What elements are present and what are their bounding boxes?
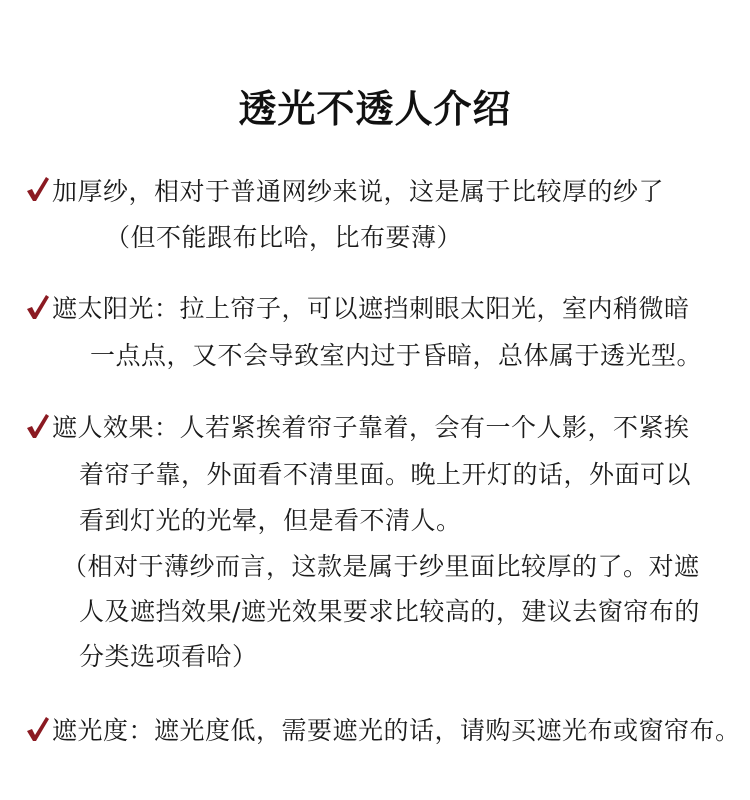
section-1-line-1: 加厚纱，相对于普通网纱来说，这是属于比较厚的纱了 xyxy=(52,177,665,206)
section-2-line-2: 一点点，又不会导致室内过于昏暗，总体属于透光型。 xyxy=(90,341,703,370)
section-3-line-6: 分类选项看哈） xyxy=(79,642,258,671)
section-3-line-1: 遮人效果：人若紧挨着帘子靠着，会有一个人影，不紧挨 xyxy=(52,413,690,442)
checkmark-icon xyxy=(26,176,50,202)
checkmark-icon xyxy=(26,294,50,320)
page-title: 透光不透人介绍 xyxy=(238,87,512,131)
section-3-line-2: 着帘子靠，外面看不清里面。晚上开灯的话，外面可以 xyxy=(79,460,692,489)
checkmark-icon xyxy=(26,413,50,439)
section-2-line-1: 遮太阳光：拉上帘子，可以遮挡刺眼太阳光，室内稍微暗 xyxy=(52,294,690,323)
section-3-line-4: （相对于薄纱而言，这款是属于纱里面比较厚的了。对遮 xyxy=(62,552,700,581)
section-1-line-2: （但不能跟布比哈，比布要薄） xyxy=(105,223,463,252)
checkmark-icon xyxy=(26,716,50,742)
section-4-line-1: 遮光度：遮光度低，需要遮光的话，请购买遮光布或窗帘布。 xyxy=(52,716,741,745)
section-3-line-5: 人及遮挡效果/遮光效果要求比较高的，建议去窗帘布的 xyxy=(79,597,700,626)
section-3-line-3: 看到灯光的光晕，但是看不清人。 xyxy=(79,506,462,535)
